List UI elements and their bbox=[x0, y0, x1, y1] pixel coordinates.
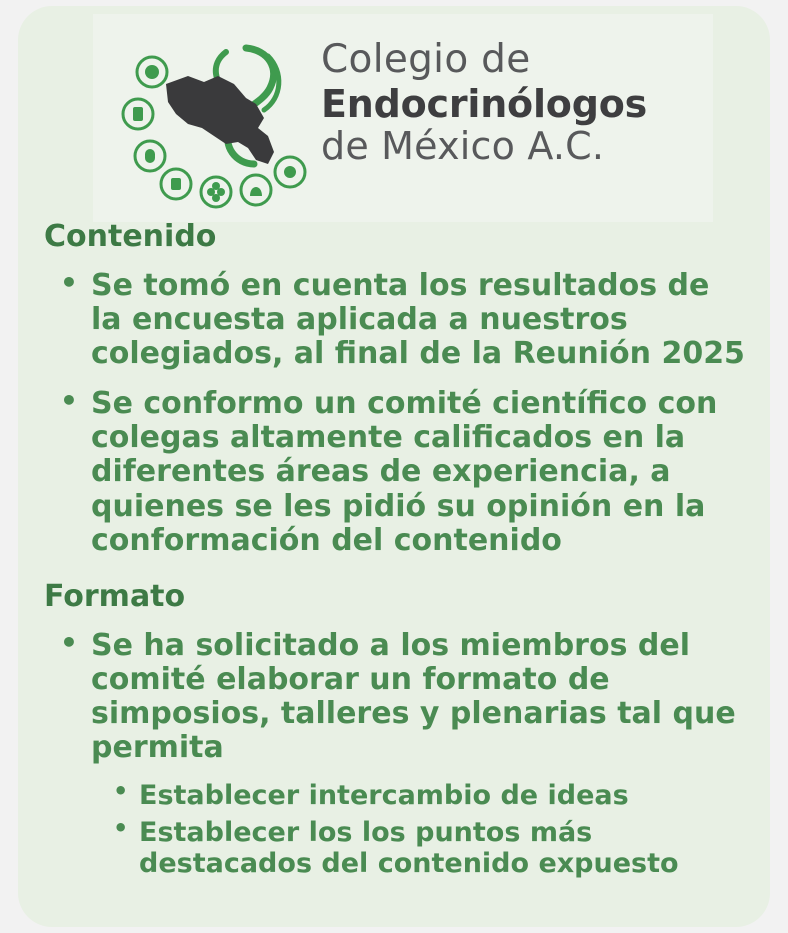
sub-bullet-item: • Establecer los los puntos más destacados del contenido expuesto bbox=[91, 818, 750, 880]
sub-bullet-item: • Establecer intercambio de ideas bbox=[91, 781, 750, 812]
logo bbox=[93, 14, 713, 222]
mexico-map-with-endocrine-icons bbox=[118, 32, 318, 212]
logo-text bbox=[321, 37, 711, 168]
slide-canvas bbox=[18, 6, 770, 927]
bullet-item: • Se ha solicitado a los miembros del comité elaborar un formato de simposios, talleres y plenarias tal que permita bbox=[44, 629, 750, 766]
bullet-item: • Se conformo un comité científico con colegas altamente calificados en la diferentes áreas de experiencia, a quienes se les pidió su opinión en la conformación del contenido bbox=[44, 387, 750, 558]
sub-bullet-list bbox=[91, 781, 750, 879]
slide-content bbox=[44, 220, 750, 886]
section-heading-contenido: Contenido bbox=[44, 219, 217, 254]
section-heading-formato: Formato bbox=[44, 579, 186, 614]
logo-band bbox=[93, 14, 713, 222]
logo-line-2: Endocrinólogos bbox=[321, 82, 648, 126]
bullet-list-formato bbox=[44, 629, 750, 766]
sub-bullet-wrap bbox=[91, 781, 750, 879]
bullet-list-contenido bbox=[44, 269, 750, 559]
logo-line-3: de México A.C. bbox=[321, 124, 605, 168]
logo-line-1: Colegio de bbox=[321, 37, 531, 82]
bullet-item: • Se tomó en cuenta los resultados de la encuesta aplicada a nuestros colegiados, al final de la Reunión 2025 bbox=[44, 269, 750, 372]
